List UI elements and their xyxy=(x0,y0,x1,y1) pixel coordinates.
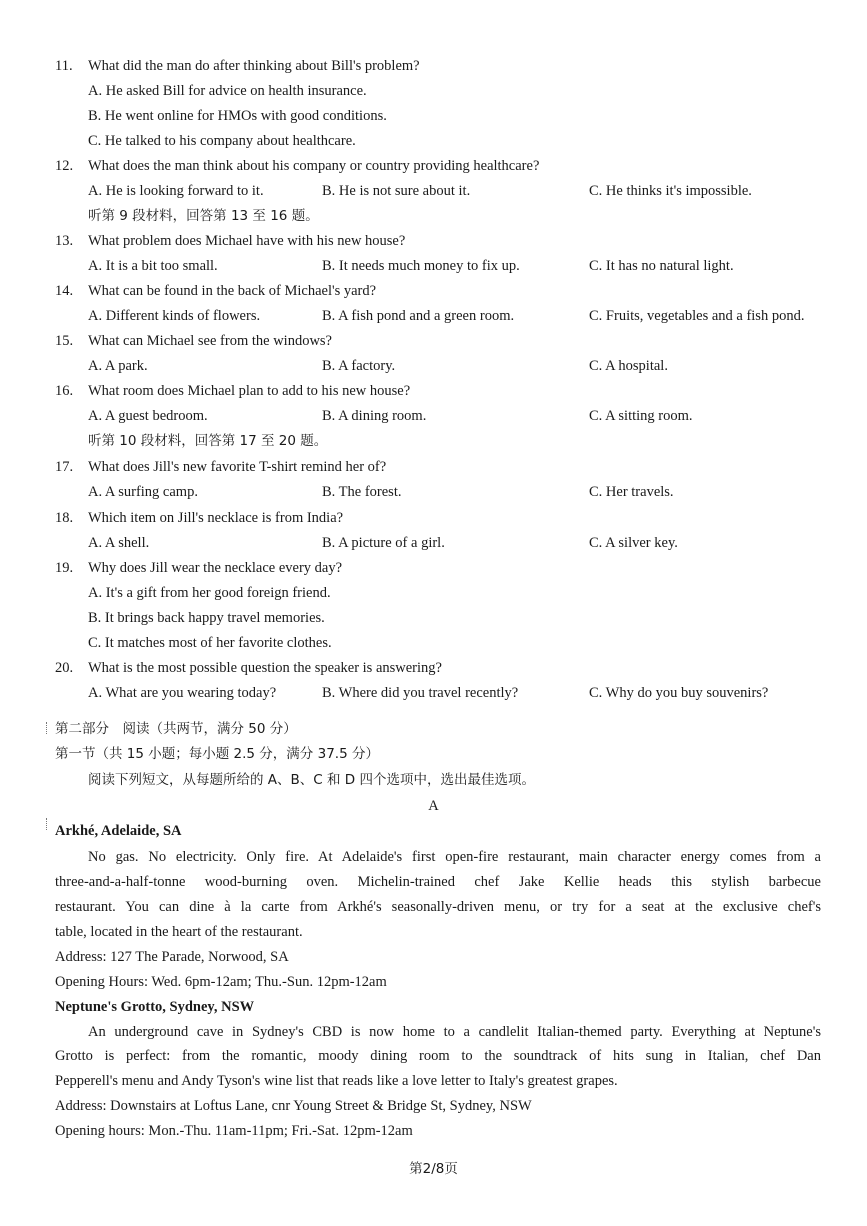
restaurant-name: Neptune's Grotto, Sydney, NSW xyxy=(55,999,255,1015)
paragraph-line: Pepperell's menu and Andy Tyson's wine list that reads like a love letter to Italy's greatest grapes. xyxy=(55,1073,618,1089)
question-stem: What can Michael see from the windows? xyxy=(88,333,332,349)
option-c: C. He thinks it's impossible. xyxy=(589,183,752,199)
reading-direction: 阅读下列短文，从每题所给的 A、B、C 和 D 四个选项中，选出最佳选项。 xyxy=(88,772,535,788)
option-c: C. It has no natural light. xyxy=(589,258,734,274)
option-a: A. He is looking forward to it. xyxy=(88,183,264,199)
option-a: A. A park. xyxy=(88,358,148,374)
question-number: 16. xyxy=(55,383,74,399)
option-b: B. He went online for HMOs with good conditions. xyxy=(88,108,387,124)
question-stem: What is the most possible question the speaker is answering? xyxy=(88,660,442,676)
listening-instruction: 听第 9 段材料，回答第 13 至 16 题。 xyxy=(88,208,319,224)
question-number: 14. xyxy=(55,283,74,299)
option-c: C. Why do you buy souvenirs? xyxy=(589,685,769,701)
option-b: B. He is not sure about it. xyxy=(322,183,471,199)
question-number: 19. xyxy=(55,560,74,576)
margin-mark xyxy=(46,818,49,830)
question-stem: Which item on Jill's necklace is from India? xyxy=(88,510,344,526)
question-number: 20. xyxy=(55,660,74,676)
option-c: C. He talked to his company about healthcare. xyxy=(88,133,356,149)
question-stem: What did the man do after thinking about Bill's problem? xyxy=(88,58,420,74)
question-stem: Why does Jill wear the necklace every day? xyxy=(88,560,343,576)
paragraph-line: three-and-a-half-tonne wood-burning oven. Michelin-trained chef Jake Kellie heads this stylish barbecue xyxy=(55,874,821,890)
option-b: B. A fish pond and a green room. xyxy=(322,308,515,324)
option-c: C. A silver key. xyxy=(589,535,678,551)
option-c: C. A hospital. xyxy=(589,358,668,374)
part-title: 第二部分 阅读（共两节，满分 50 分） xyxy=(55,721,297,737)
section-title: 第一节（共 15 小题；每小题 2.5 分，满分 37.5 分） xyxy=(55,746,379,762)
paragraph-line: Grotto is perfect: from the romantic, moody dining room to the soundtrack of hits sung in Italian, chef Dan xyxy=(55,1048,821,1064)
option-c: C. Her travels. xyxy=(589,484,674,500)
option-b: B. It needs much money to fix up. xyxy=(322,258,520,274)
option-b: B. A dining room. xyxy=(322,408,427,424)
question-number: 17. xyxy=(55,459,74,475)
option-a: A. A shell. xyxy=(88,535,150,551)
passage-label: A xyxy=(428,798,439,814)
option-a: A. He asked Bill for advice on health insurance. xyxy=(88,83,367,99)
restaurant-hours: Opening Hours: Wed. 6pm-12am; Thu.-Sun. 12pm-12am xyxy=(55,974,387,990)
margin-mark xyxy=(46,722,49,734)
question-number: 13. xyxy=(55,233,74,249)
paragraph-line: restaurant. You can dine à la carte from Arkhé's seasonally-driven menu, or try for a seat at the exclusive chef's xyxy=(55,899,821,915)
paragraph-line: An underground cave in Sydney's CBD is now home to a candlelit Italian-themed party. Everything at Neptune's xyxy=(88,1024,821,1040)
option-b: B. It brings back happy travel memories. xyxy=(88,610,325,626)
question-number: 18. xyxy=(55,510,74,526)
question-number: 12. xyxy=(55,158,74,174)
option-b: B. Where did you travel recently? xyxy=(322,685,519,701)
option-a: A. It is a bit too small. xyxy=(88,258,218,274)
option-a: A. A surfing camp. xyxy=(88,484,198,500)
option-c: C. A sitting room. xyxy=(589,408,693,424)
restaurant-address: Address: 127 The Parade, Norwood, SA xyxy=(55,949,289,965)
question-number: 11. xyxy=(55,58,73,74)
question-number: 15. xyxy=(55,333,74,349)
question-stem: What does Jill's new favorite T-shirt remind her of? xyxy=(88,459,387,475)
question-stem: What room does Michael plan to add to his new house? xyxy=(88,383,411,399)
option-c: C. It matches most of her favorite clothes. xyxy=(88,635,332,651)
question-stem: What does the man think about his company or country providing healthcare? xyxy=(88,158,540,174)
option-a: A. What are you wearing today? xyxy=(88,685,277,701)
option-c: C. Fruits, vegetables and a fish pond. xyxy=(589,308,805,324)
restaurant-hours: Opening hours: Mon.-Thu. 11am-11pm; Fri.-Sat. 12pm-12am xyxy=(55,1123,413,1139)
question-stem: What problem does Michael have with his new house? xyxy=(88,233,406,249)
paragraph-line: table, located in the heart of the restaurant. xyxy=(55,924,303,940)
option-b: B. A picture of a girl. xyxy=(322,535,445,551)
option-a: A. It's a gift from her good foreign friend. xyxy=(88,585,331,601)
question-stem: What can be found in the back of Michael's yard? xyxy=(88,283,377,299)
listening-instruction: 听第 10 段材料，回答第 17 至 20 题。 xyxy=(88,433,328,449)
paragraph-line: No gas. No electricity. Only fire. At Adelaide's first open-fire restaurant, main character energy comes from a xyxy=(88,849,821,865)
restaurant-address: Address: Downstairs at Loftus Lane, cnr Young Street & Bridge St, Sydney, NSW xyxy=(55,1098,532,1114)
restaurant-name: Arkhé, Adelaide, SA xyxy=(55,823,182,839)
option-a: A. A guest bedroom. xyxy=(88,408,208,424)
option-b: B. A factory. xyxy=(322,358,396,374)
option-b: B. The forest. xyxy=(322,484,402,500)
option-a: A. Different kinds of flowers. xyxy=(88,308,261,324)
page-number: 第2/8页 xyxy=(409,1161,458,1177)
